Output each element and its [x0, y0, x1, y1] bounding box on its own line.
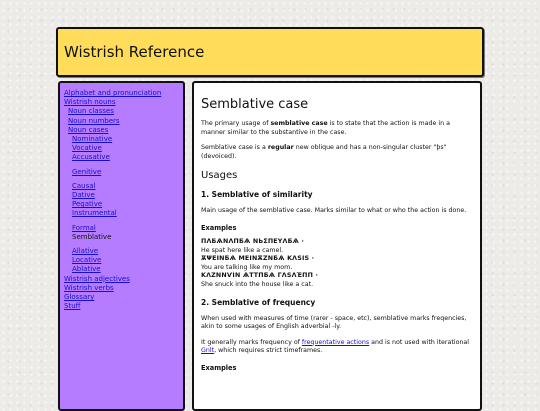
nav-link-accusative[interactable]: Accusative: [72, 153, 110, 162]
example-translation: She snuck into the house like a cat.: [201, 280, 314, 288]
example-native: ѪΨΕΙΝБѦ ΜΕΙΝѪΖΝБѦ ΚΛЅΙЅ ·: [201, 255, 315, 263]
usages-heading: Usages: [201, 170, 238, 182]
examples-label: Examples: [201, 223, 237, 232]
nav-item: [64, 144, 183, 153]
section-frequency-note: It generally marks frequency of frequentative actions and is not used with iterational Gnlt, which requires strict timeframes.: [201, 338, 470, 355]
nav-item: [64, 168, 183, 177]
nav-link-formal[interactable]: Formal: [72, 223, 96, 232]
nav-link-stuff[interactable]: Stuff: [64, 302, 81, 311]
nav-link-dative[interactable]: Dative: [72, 191, 95, 200]
nav-item: [64, 293, 183, 302]
section-frequency-text: When used with measures of time (rarer - space, etc), semblative marks freqencies, akin to some usages of English adverbial -ly.: [201, 314, 467, 331]
nav-link-pegative[interactable]: Pegative: [72, 200, 103, 209]
example-translation: He spat here like a camel.: [201, 246, 284, 254]
examples-label-2: Examples: [201, 363, 237, 372]
nav-list: [64, 89, 183, 311]
nav-item: [64, 284, 183, 293]
site-title: Wistrish Reference: [64, 43, 205, 61]
nav-item: [64, 182, 183, 191]
nav-link-locative[interactable]: Locative: [72, 256, 102, 265]
nav-item: [64, 265, 183, 274]
nav-link-glossary[interactable]: Glossary: [64, 293, 95, 302]
nav-link-nominative[interactable]: Nominative: [72, 135, 113, 144]
section-frequency-heading: 2. Semblative of frequency: [201, 297, 316, 307]
site-header: [56, 27, 484, 77]
main-content: [192, 81, 482, 411]
nav-item: [64, 256, 183, 265]
nav-link-alphabet-and-pronunciation[interactable]: Alphabet and pronunciation: [64, 89, 162, 97]
example-item: [201, 272, 472, 289]
nav-item: [64, 107, 183, 116]
nav-item: [64, 117, 183, 126]
nav-link-genitive[interactable]: Genitive: [72, 167, 102, 176]
nav-link-wistrish-nouns[interactable]: Wistrish nouns: [64, 98, 116, 107]
nav-item: [64, 135, 183, 144]
nav-link-noun-cases[interactable]: Noun cases: [68, 125, 109, 134]
nav-link-noun-numbers[interactable]: Noun numbers: [68, 116, 120, 125]
nav-link-wistrish-adjectives[interactable]: Wistrish adjectives: [64, 274, 130, 283]
nav-link-causal[interactable]: Causal: [72, 181, 96, 190]
gnlt-link[interactable]: Gnlt: [201, 347, 215, 355]
example-native: ΚΛΖΝΝѴΙΝ ѦΤΤΠБѦ ΓΛЅΛΈΠΠ ·: [201, 272, 319, 280]
page-title: Semblative case: [201, 97, 309, 112]
example-item: [201, 238, 472, 255]
nav-item: [64, 98, 183, 107]
nav-item: [64, 200, 183, 209]
nav-link-allative[interactable]: Allative: [72, 247, 99, 256]
nav-item: [64, 153, 183, 162]
intro-paragraph: The primary usage of semblative case is to state that the action is made in a manner similar to the substantive in the case.: [201, 120, 450, 136]
regularity-paragraph: Semblative case is a regular new oblique and has a non-singular cluster "þs" (devoiced).: [201, 144, 447, 160]
nav-item: [64, 89, 183, 98]
nav-item: [64, 275, 183, 284]
nav-link-ablative[interactable]: Ablative: [72, 265, 101, 274]
nav-link-instrumental[interactable]: Instrumental: [72, 209, 117, 218]
nav-item: [64, 191, 183, 200]
frequentative-actions-link[interactable]: frequentative actions: [301, 338, 370, 346]
nav-item: [64, 126, 183, 135]
example-native: ПΛБѦΝΛΠБѦ ΝЬΣΠΕΥΛБѦ ·: [201, 237, 305, 245]
nav-link-wistrish-verbs[interactable]: Wistrish verbs: [64, 283, 114, 292]
regular-term: regular: [267, 144, 294, 152]
nav-item: [64, 224, 183, 233]
example-item: [201, 255, 472, 272]
nav-item: [64, 233, 183, 242]
sidebar-nav: [58, 81, 185, 411]
example-translation: You are talking like my mom.: [201, 263, 293, 271]
nav-link-noun-classes[interactable]: Noun classes: [68, 107, 114, 116]
nav-item: [64, 209, 183, 218]
nav-item: [64, 302, 183, 311]
nav-link-vocative[interactable]: Vocative: [72, 144, 102, 153]
section-similarity-heading: 1. Semblative of similarity: [201, 190, 313, 200]
intro-term: semblative case: [270, 120, 328, 127]
section-similarity-text: Main usage of the semblative case. Marks similar to what or who the action is done.: [201, 207, 467, 215]
nav-link-semblative: Semblative: [72, 232, 112, 241]
nav-item: [64, 247, 183, 256]
